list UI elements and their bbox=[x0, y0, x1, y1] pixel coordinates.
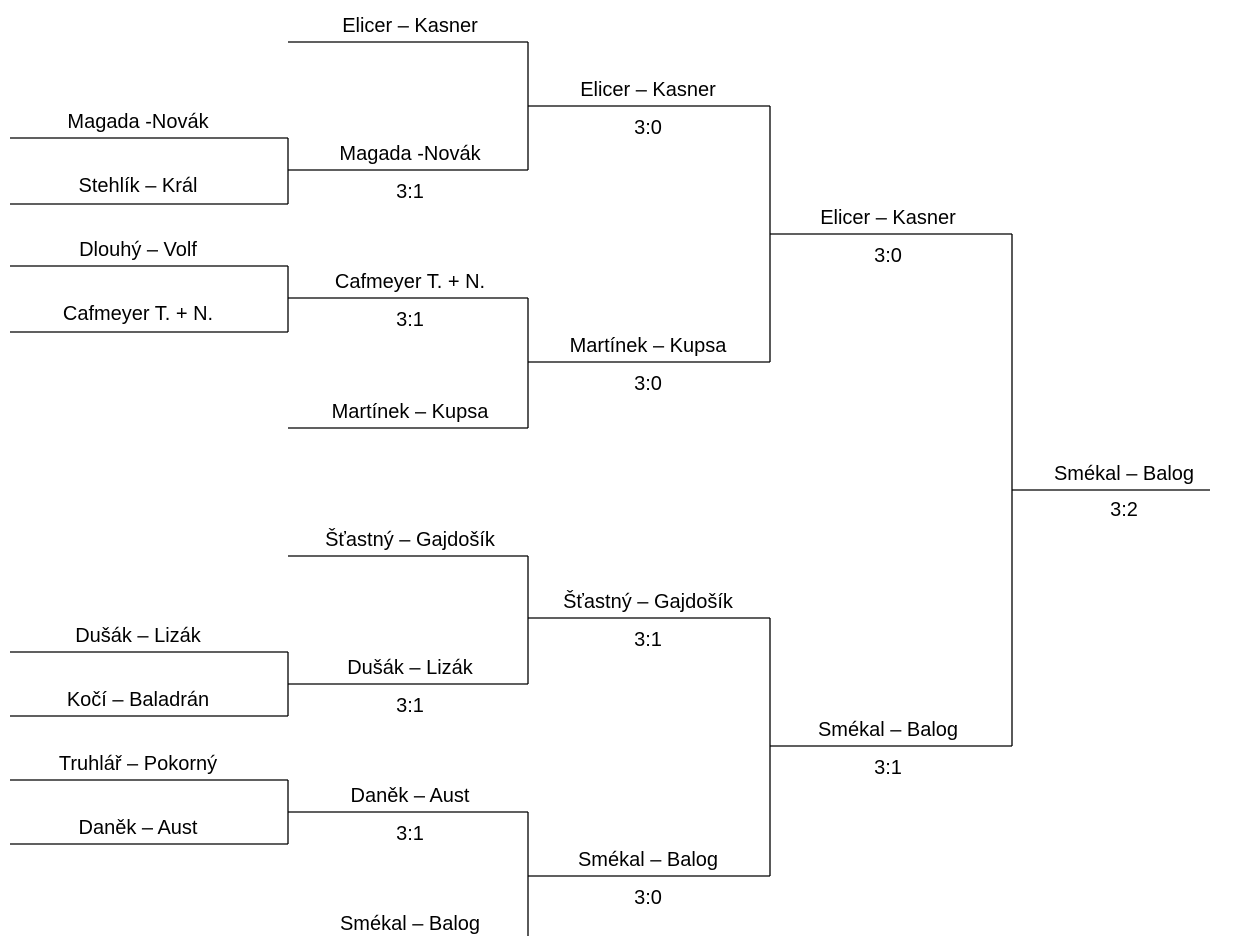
r2-dusak-lizak-score: 3:1 bbox=[396, 695, 424, 717]
r2-magada-novak-score: 3:1 bbox=[396, 181, 424, 203]
qf-bottom-upper-score: 3:1 bbox=[634, 629, 662, 651]
r1-dlouhy-volf: Dlouhý – Volf bbox=[79, 239, 197, 261]
qf-top-lower: Martínek – Kupsa bbox=[569, 335, 727, 357]
r1-koci-baladran: Kočí – Baladrán bbox=[66, 689, 210, 711]
r2-elicer-kasner: Elicer – Kasner bbox=[342, 15, 478, 37]
r1-stehlik-kral: Stehlík – Král bbox=[78, 175, 198, 197]
sf-bottom-score: 3:1 bbox=[874, 757, 902, 779]
r1-dusak-lizak: Dušák – Lizák bbox=[75, 625, 201, 647]
qf-top-upper: Elicer – Kasner bbox=[580, 79, 716, 101]
qf-bottom-upper: Šťastný – Gajdošík bbox=[563, 591, 733, 613]
r2-martinek-kupsa: Martínek – Kupsa bbox=[331, 401, 489, 423]
qf-top-upper-score: 3:0 bbox=[634, 117, 662, 139]
sf-top-score: 3:0 bbox=[874, 245, 902, 267]
qf-top-lower-score: 3:0 bbox=[634, 373, 662, 395]
r2-smekal-balog: Smékal – Balog bbox=[339, 913, 481, 935]
r1-cafmeyer: Cafmeyer T. + N. bbox=[62, 303, 214, 325]
r2-stastny-gajdosik: Šťastný – Gajdošík bbox=[325, 529, 495, 551]
r1-magada-novak: Magada -Novák bbox=[67, 111, 209, 133]
r2-magada-novak: Magada -Novák bbox=[339, 143, 481, 165]
qf-bottom-lower-score: 3:0 bbox=[634, 887, 662, 909]
final-score: 3:2 bbox=[1110, 499, 1138, 521]
r2-danek-aust: Daněk – Aust bbox=[350, 785, 470, 807]
sf-bottom: Smékal – Balog bbox=[817, 719, 959, 741]
bracket-labels bbox=[59, 15, 1194, 935]
r1-danek-aust: Daněk – Aust bbox=[78, 817, 198, 839]
sf-top: Elicer – Kasner bbox=[820, 207, 956, 229]
qf-bottom-lower: Smékal – Balog bbox=[577, 849, 719, 871]
r2-cafmeyer: Cafmeyer T. + N. bbox=[334, 271, 486, 293]
r1-truhlar-pokorny: Truhlář – Pokorný bbox=[58, 753, 218, 775]
final-winner: Smékal – Balog bbox=[1053, 463, 1195, 485]
r2-dusak-lizak: Dušák – Lizák bbox=[347, 657, 473, 679]
r2-cafmeyer-score: 3:1 bbox=[396, 309, 424, 331]
r2-danek-aust-score: 3:1 bbox=[396, 823, 424, 845]
